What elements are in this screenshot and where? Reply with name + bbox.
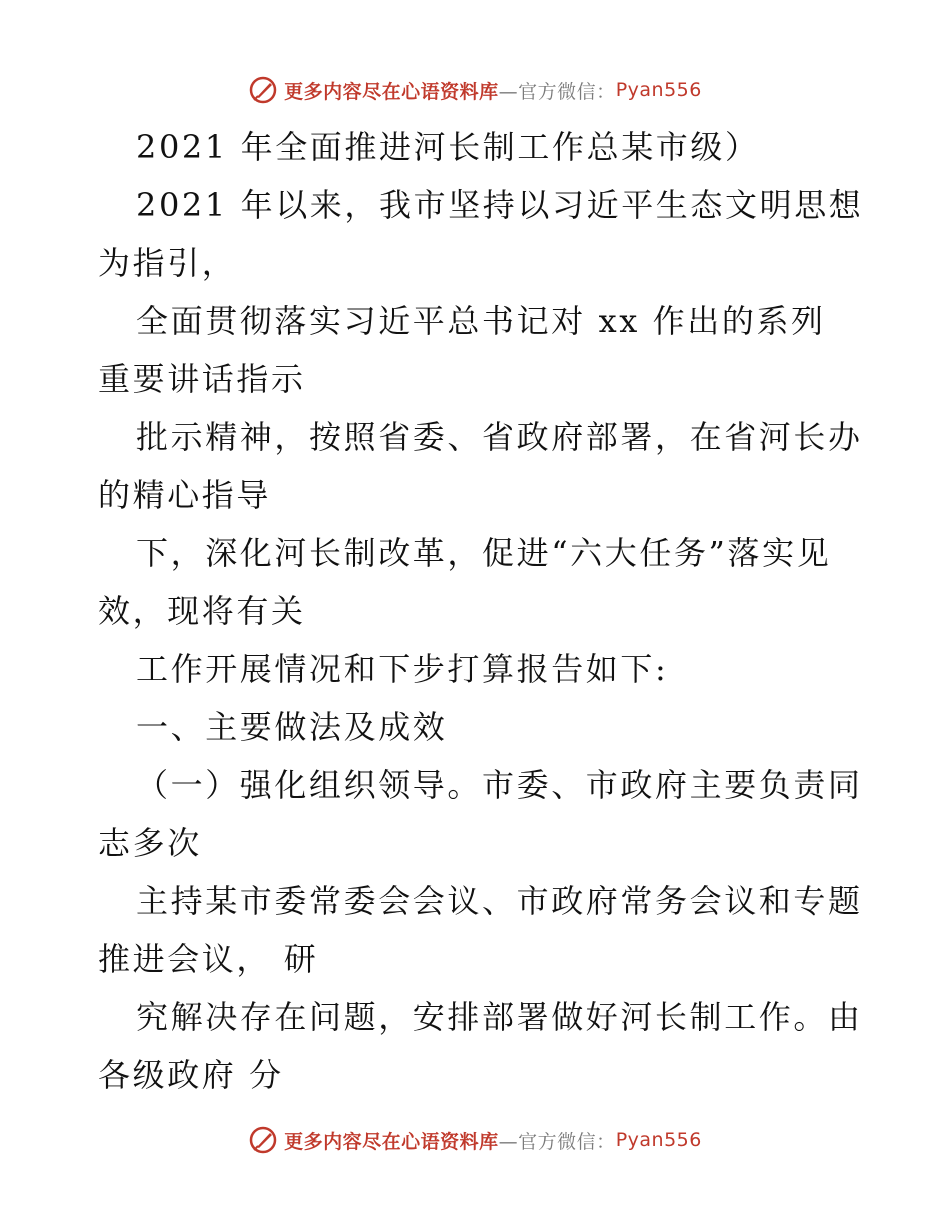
banner-wechat-id: Pyan556 xyxy=(615,1129,702,1151)
header-watermark-banner xyxy=(0,70,950,110)
banner-wechat-id: Pyan556 xyxy=(615,79,702,101)
doc-line: 一、主要做法及成效 xyxy=(136,708,448,746)
doc-line: （一）强化组织领导。市委、市政府主要负责同 xyxy=(136,766,863,804)
quill-pen-logo-icon xyxy=(248,1125,278,1155)
doc-line: 下，深化河长制改革，促进“六大任务”落实见 xyxy=(136,534,832,572)
doc-line: 2021 年全面推进河长制工作总某市级） xyxy=(136,128,760,166)
quill-pen-logo-icon xyxy=(248,75,278,105)
banner-sub-text: —官方微信： xyxy=(498,1130,616,1153)
doc-line: 推进会议， 研 xyxy=(98,940,319,978)
banner-sub-text: —官方微信： xyxy=(498,80,616,103)
doc-line: 批示精神，按照省委、省政府部署，在省河长办 xyxy=(136,418,863,456)
doc-line: 究解决存在问题，安排部署做好河长制工作。由 xyxy=(136,998,863,1036)
doc-line: 效，现将有关 xyxy=(98,592,306,630)
document-body xyxy=(98,118,864,1104)
doc-line: 的精心指导 xyxy=(98,476,272,514)
doc-line: 各级政府 分 xyxy=(98,1056,284,1094)
banner-main-text: 更多内容尽在心语资料库 xyxy=(284,1130,499,1153)
doc-line: 全面贯彻落实习近平总书记对 xx 作出的系列 xyxy=(136,302,826,340)
doc-line: 重要讲话指示 xyxy=(98,360,306,398)
doc-line: 为指引， xyxy=(98,244,237,282)
doc-line: 2021 年以来，我市坚持以习近平生态文明思想 xyxy=(136,186,864,224)
doc-line: 志多次 xyxy=(98,824,202,862)
banner-main-text: 更多内容尽在心语资料库 xyxy=(284,80,499,103)
footer-watermark-banner xyxy=(0,1120,950,1160)
doc-line: 主持某市委常委会会议、市政府常务会议和专题 xyxy=(136,882,863,920)
doc-line: 工作开展情况和下步打算报告如下: xyxy=(136,650,669,688)
